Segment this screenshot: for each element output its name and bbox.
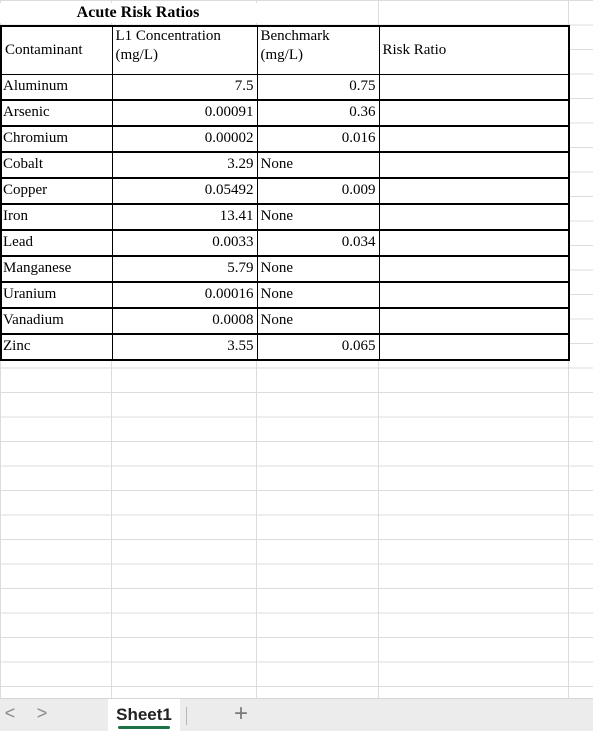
sheet-tab-sheet1[interactable] — [108, 699, 180, 731]
cell-risk-ratio[interactable] — [379, 204, 569, 230]
cell-contaminant[interactable]: Copper — [1, 178, 112, 204]
cell-benchmark[interactable]: 0.016 — [257, 126, 379, 152]
cell-risk-ratio[interactable] — [379, 256, 569, 282]
table-row — [1, 230, 569, 256]
cell-risk-ratio[interactable] — [379, 100, 569, 126]
cell-risk-ratio[interactable] — [379, 126, 569, 152]
table-row — [1, 152, 569, 178]
cell-benchmark[interactable]: None — [257, 308, 379, 334]
table-row — [1, 308, 569, 334]
cell-contaminant[interactable]: Arsenic — [1, 100, 112, 126]
cell-concentration[interactable]: 3.55 — [112, 334, 257, 360]
cell-contaminant[interactable]: Cobalt — [1, 152, 112, 178]
cell-benchmark[interactable]: None — [257, 152, 379, 178]
cell-concentration[interactable]: 3.29 — [112, 152, 257, 178]
cell-concentration[interactable]: 7.5 — [112, 74, 257, 100]
cell-concentration[interactable]: 0.0008 — [112, 308, 257, 334]
cell-benchmark[interactable]: 0.75 — [257, 74, 379, 100]
cell-concentration[interactable]: 0.0033 — [112, 230, 257, 256]
cell-contaminant[interactable]: Iron — [1, 204, 112, 230]
table-row — [1, 126, 569, 152]
sheet-title[interactable]: Acute Risk Ratios — [0, 3, 276, 23]
table-row — [1, 256, 569, 282]
table-row — [1, 178, 569, 204]
cell-concentration[interactable]: 5.79 — [112, 256, 257, 282]
cell-concentration[interactable]: 0.00091 — [112, 100, 257, 126]
cell-benchmark[interactable]: 0.36 — [257, 100, 379, 126]
header-cell-risk-ratio[interactable]: Risk Ratio — [379, 26, 569, 74]
table-row — [1, 204, 569, 230]
table-row — [1, 334, 569, 360]
cell-contaminant[interactable]: Manganese — [1, 256, 112, 282]
cell-risk-ratio[interactable] — [379, 308, 569, 334]
sheet-tab-bar — [0, 698, 593, 731]
active-tab-indicator — [118, 726, 170, 729]
cell-risk-ratio[interactable] — [379, 152, 569, 178]
cell-contaminant[interactable]: Aluminum — [1, 74, 112, 100]
cell-risk-ratio[interactable] — [379, 230, 569, 256]
cell-concentration[interactable]: 0.00002 — [112, 126, 257, 152]
add-sheet-icon[interactable]: + — [234, 700, 249, 727]
risk-ratio-table — [0, 25, 570, 361]
cell-benchmark[interactable]: None — [257, 204, 379, 230]
cell-contaminant[interactable]: Lead — [1, 230, 112, 256]
cell-benchmark[interactable]: 0.034 — [257, 230, 379, 256]
cell-benchmark[interactable]: None — [257, 282, 379, 308]
cell-risk-ratio[interactable] — [379, 334, 569, 360]
table-row — [1, 282, 569, 308]
cell-risk-ratio[interactable] — [379, 74, 569, 100]
cell-benchmark[interactable]: 0.009 — [257, 178, 379, 204]
cell-concentration[interactable]: 0.00016 — [112, 282, 257, 308]
cell-risk-ratio[interactable] — [379, 178, 569, 204]
cell-contaminant[interactable]: Zinc — [1, 334, 112, 360]
cell-contaminant[interactable]: Uranium — [1, 282, 112, 308]
header-cell-benchmark[interactable]: Benchmark (mg/L) — [257, 26, 379, 74]
header-cell-concentration[interactable]: L1 Concentration (mg/L) — [112, 26, 257, 74]
cell-benchmark[interactable]: None — [257, 256, 379, 282]
chevron-left-icon[interactable]: < — [4, 703, 16, 723]
table-row — [1, 74, 569, 100]
table-row — [1, 100, 569, 126]
cell-contaminant[interactable]: Vanadium — [1, 308, 112, 334]
sheet-tab-label: Sheet1 — [116, 705, 172, 724]
cell-contaminant[interactable]: Chromium — [1, 126, 112, 152]
header-cell-contaminant[interactable]: Contaminant — [1, 26, 112, 74]
cell-concentration[interactable]: 0.05492 — [112, 178, 257, 204]
cell-concentration[interactable]: 13.41 — [112, 204, 257, 230]
chevron-right-icon[interactable]: > — [36, 703, 48, 723]
tab-divider — [186, 707, 187, 725]
cell-benchmark[interactable]: 0.065 — [257, 334, 379, 360]
table-header-row — [1, 26, 569, 74]
cell-risk-ratio[interactable] — [379, 282, 569, 308]
